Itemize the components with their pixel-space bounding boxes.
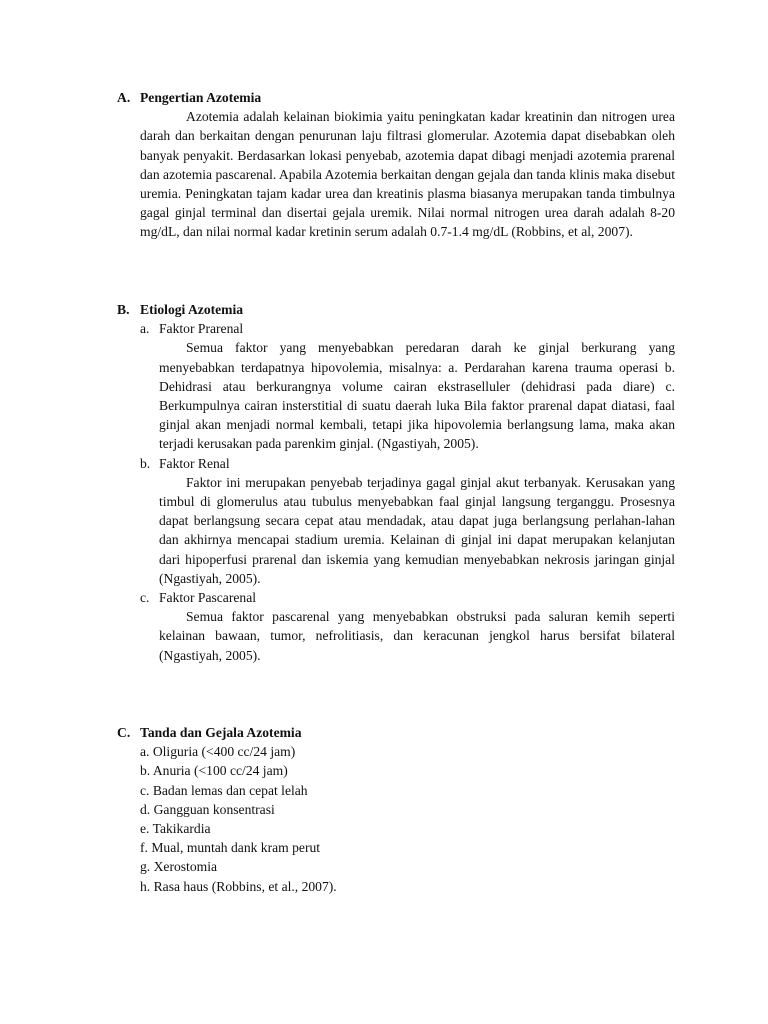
section-etiologi bbox=[117, 300, 675, 665]
list-item: d. Gangguan konsentrasi bbox=[140, 801, 275, 817]
subsection-paragraph: Semua faktor yang menyebabkan peredaran darah ke ginjal berkurang yang menyebabkan terdapatnya hipovolemia, misalnya: a. Perdarahan karena trauma operasi b. Dehidrasi atau berkurangnya volume cairan ekstraselluler (dehidrasi pada diare) c. Berkumpulnya cairan insterstitial di suatu daerah luka Bila faktor prarenal dapat diatasi, faal ginjal akan menjadi normal kembali, tetapi jika hipovolemia berlangsung lama, maka akan terjadi kerusakan pada parenkim ginjal. (Ngastiyah, 2005). bbox=[159, 340, 675, 452]
subsection-letter: b. bbox=[140, 455, 151, 471]
section-paragraph: Azotemia adalah kelainan biokimia yaitu peningkatan kadar kreatinin dan nitrogen urea darah dan berkaitan dengan penurunan laju filtrasi glomerular. Azotemia dapat disebabkan oleh banyak penyakit. Berdasarkan lokasi penyebab, azotemia dapat dibagi menjadi azotemia prarenal dan azotemia pascarenal. Apabila Azotemia berkaitan dengan gejala dan tanda klinis maka disebut uremia. Peningkatan tajam kadar urea dan kreatinis plasma biasanya merupakan tanda timbulnya gagal ginjal terminal dan disertai gejala uremik. Nilai normal nitrogen urea darah adalah 8-20 mg/dL, dan nilai normal kadar kretinin serum adalah 0.7-1.4 mg/dL (Robbins, et al, 2007). bbox=[140, 109, 675, 240]
list-item: h. Rasa haus (Robbins, et al., 2007). bbox=[140, 878, 337, 894]
subsection-heading bbox=[140, 454, 675, 473]
list-item: f. Mual, muntah dank kram perut bbox=[140, 840, 321, 856]
subsection-paragraph: Faktor ini merupakan penyebab terjadinya gagal ginjal akut terbanyak. Kerusakan yang timbul di glomerulus atau tubulus menyebabkan faal ginjal langsung terganggu. Prosesnya dapat berlangsung secara cepat atau mendadak, atau dapat juga berlangsung perlahan-lahan dan akhirnya mencapai stadium uremia. Kelainan di ginjal ini dapat merupakan kelanjutan dari hipoperfusi prarenal dan iskemia yang kemudian menyebabkan nekrosis jaringan ginjal (Ngastiyah, 2005). bbox=[159, 474, 675, 586]
list-item: g. Xerostomia bbox=[140, 859, 218, 875]
section-pengertian bbox=[117, 88, 675, 242]
section-heading bbox=[117, 88, 675, 107]
subsection-heading bbox=[140, 588, 675, 607]
subsection-heading bbox=[140, 319, 675, 338]
list-item: c. Badan lemas dan cepat lelah bbox=[140, 782, 308, 798]
subsection-letter: a. bbox=[140, 321, 150, 337]
symptom-list bbox=[140, 742, 675, 896]
section-tanda-gejala bbox=[117, 723, 675, 896]
section-title: Pengertian Azotemia bbox=[140, 90, 262, 105]
subsection-letter: c. bbox=[140, 590, 150, 606]
subsection-prarenal bbox=[140, 319, 675, 453]
list-item: a. Oliguria (<400 cc/24 jam) bbox=[140, 744, 296, 760]
section-title: Tanda dan Gejala Azotemia bbox=[140, 725, 302, 740]
subsection-title: Faktor Pascarenal bbox=[159, 590, 257, 606]
subsection-paragraph: Semua faktor pascarenal yang menyebabkan obstruksi pada saluran kemih seperti kelainan bawaan, tumor, nefrolitiasis, dan keracunan jengkol harus bersifat bilateral (Ngastiyah, 2005). bbox=[159, 609, 675, 663]
section-letter: C. bbox=[117, 725, 131, 740]
section-heading bbox=[117, 723, 675, 742]
section-letter: A. bbox=[117, 90, 131, 105]
subsection-renal bbox=[140, 454, 675, 588]
subsection-title: Faktor Prarenal bbox=[159, 321, 244, 337]
list-item: b. Anuria (<100 cc/24 jam) bbox=[140, 763, 288, 779]
section-letter: B. bbox=[117, 302, 130, 317]
section-title: Etiologi Azotemia bbox=[140, 302, 244, 317]
subsection-title: Faktor Renal bbox=[159, 455, 230, 471]
section-heading bbox=[117, 300, 675, 319]
list-item: e. Takikardia bbox=[140, 821, 211, 837]
subsection-pascarenal bbox=[140, 588, 675, 665]
